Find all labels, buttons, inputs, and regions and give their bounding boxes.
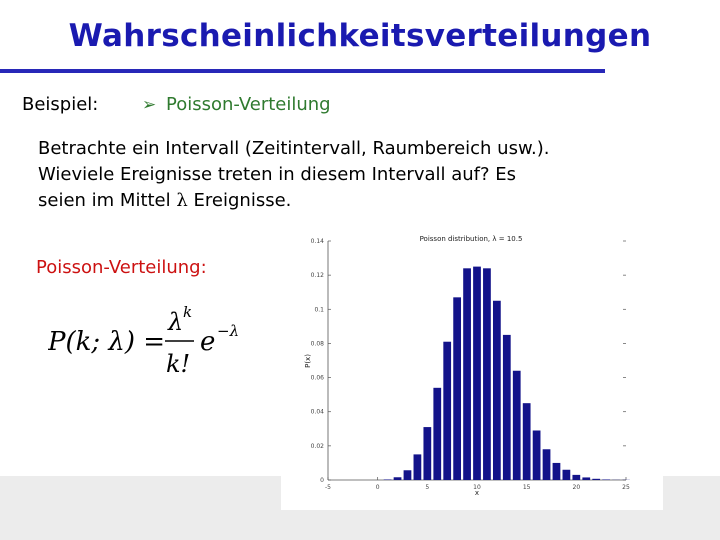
chart-bar xyxy=(513,371,521,480)
body-paragraph xyxy=(38,136,698,214)
chart-bar xyxy=(394,477,402,480)
chart-bar xyxy=(582,477,590,480)
y-tick-label: 0.02 xyxy=(310,442,324,450)
body-line-2: Wieviele Ereignisse treten in diesem Intervall auf? Es xyxy=(38,164,517,185)
distribution-label: Poisson-Verteilung: xyxy=(36,257,207,278)
chart-bar xyxy=(563,470,571,480)
formula-lhs: P(k; λ) = xyxy=(48,327,166,357)
x-tick-label: 15 xyxy=(522,484,531,491)
x-tick-label: -5 xyxy=(325,484,331,491)
chart-bar xyxy=(423,427,431,480)
x-tick-label: 10 xyxy=(473,484,481,491)
chart-plot-area xyxy=(311,238,630,491)
chart-bar xyxy=(433,388,441,480)
chart-bar xyxy=(443,342,451,480)
poisson-chart xyxy=(281,229,663,510)
chart-bar xyxy=(602,479,610,480)
y-tick-label: 0 xyxy=(320,477,324,484)
chart-bar xyxy=(523,403,531,480)
x-tick-label: 25 xyxy=(622,484,630,491)
lambda-symbol: λ xyxy=(176,190,188,211)
body-line-1: Betrachte ein Intervall (Zeitintervall, Raumbereich usw.). xyxy=(38,138,550,159)
chart-bar xyxy=(384,479,392,480)
title-underline xyxy=(0,69,605,73)
body-line-3-end: Ereignisse. xyxy=(193,190,292,211)
y-tick-label: 0.12 xyxy=(310,272,324,280)
formula-factor: e xyxy=(200,327,216,357)
formula-factor-exp: −λ xyxy=(217,322,240,340)
chart-bar xyxy=(453,297,461,480)
y-tick-label: 0.04 xyxy=(310,408,324,416)
x-tick-label: 20 xyxy=(572,484,581,491)
chart-bar xyxy=(483,268,491,480)
x-tick-label: 5 xyxy=(425,484,430,491)
formula-numerator-exp: k xyxy=(183,303,193,321)
poisson-formula xyxy=(48,300,258,394)
chart-title: Poisson distribution, λ = 10.5 xyxy=(419,235,523,243)
formula-denominator: k! xyxy=(166,350,191,378)
y-tick-label: 0.06 xyxy=(310,374,324,382)
chart-bar xyxy=(503,335,511,480)
chart-bar xyxy=(543,449,551,480)
slide-title: Wahrscheinlichkeitsverteilungen xyxy=(68,18,652,54)
chart-y-label: P(x) xyxy=(304,354,312,368)
chart-bar xyxy=(553,463,561,480)
x-tick-label: 0 xyxy=(375,484,380,491)
chart-svg xyxy=(281,229,663,510)
chart-bar xyxy=(463,268,471,480)
chart-bar xyxy=(414,454,422,480)
chart-bar xyxy=(493,301,501,480)
chart-x-label: x xyxy=(474,489,480,497)
y-tick-label: 0.08 xyxy=(310,340,324,348)
chart-bar xyxy=(592,479,600,480)
bullet-poisson: Poisson-Verteilung xyxy=(166,94,331,115)
chart-bar xyxy=(404,470,412,480)
body-line-3-start: seien im Mittel xyxy=(38,190,171,211)
y-tick-label: 0.1 xyxy=(314,306,324,314)
bullet-arrow-icon: ➢ xyxy=(142,95,157,115)
formula-numerator: λ xyxy=(168,308,184,336)
chart-bar xyxy=(473,267,481,480)
formula-graphic xyxy=(48,300,258,390)
y-tick-label: 0.14 xyxy=(310,238,324,245)
body-line-3 xyxy=(38,188,698,214)
chart-bar xyxy=(533,430,541,480)
example-label: Beispiel: xyxy=(22,94,99,115)
chart-bar xyxy=(572,475,580,480)
